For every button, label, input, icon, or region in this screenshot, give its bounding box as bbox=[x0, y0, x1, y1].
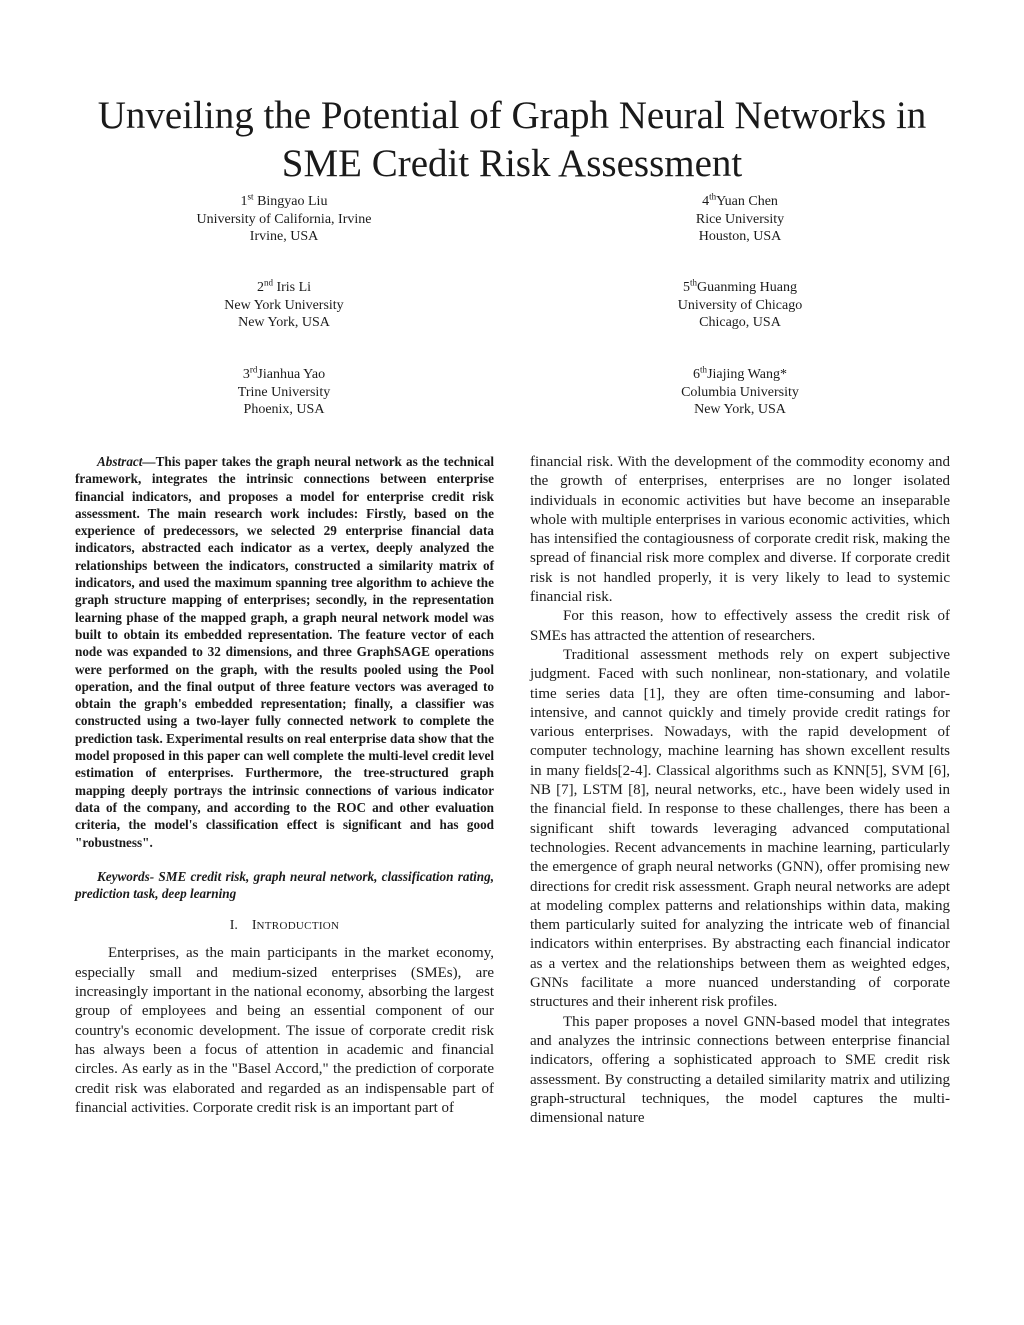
abstract bbox=[75, 453, 494, 851]
paper-title bbox=[0, 92, 1024, 188]
intro-paragraph-3: Traditional assessment methods rely on expert subjective judgment. Faced with such nonlinear, non-stationary, and volatile time series data [1], they are often time-consuming and labor-intensive, and cannot quickly and timely provide credit ratings for various enterprises. Nowadays, with the rapid development of computer technology, machine learning has shown excellent results in many fields[2-4]. Classical algorithms such as KNN[5], SVM [6], NB [7], LSTM [8], neural networks, etc., have been widely used in the financial field. In response to these challenges, there has been a significant shift towards leveraging advanced computational technologies. Recent advancements in machine learning, particularly the emergence of graph neural networks (GNN), offer promising new directions for credit risk assessment. Graph neural networks are adept at modeling complex patterns and relationships within data, making them particularly suited for analyzing the intricate web of financial indicators within enterprises. By abstracting each financial indicator as a vertex and the relationships between them as weighted edges, GNNs facilitate a more nuanced understanding of corporate structures and their inherent risk profiles. bbox=[530, 646, 950, 1011]
abstract-label: Abstract— bbox=[97, 454, 156, 469]
abstract-text: This paper takes the graph neural network as the technical framework, integrates the intrinsic connections between enterprise financial indicators, and proposes a model for enterprise credit risk assessment. The main research work includes: Firstly, based on the experience of predecessors, we selected 29 enterprise financial data indicators, abstracted each indicator as a vertex, deeply analyzed the relationships between the indicators, constructed a similarity matrix of indicators, and used the maximum spanning tree algorithm to achieve the graph structure mapping of enterprises; secondly, in the representation learning phase of the mapped graph, a graph neural network model was built to obtain its embedded representation. The feature vector of each node was expanded to 32 dimensions, and three GraphSAGE operations were performed on the graph, with the results pooled using the Pool operation, and the final output of three feature vectors was averaged to obtain the graph's embedded representation; finally, a classifier was constructed using a two-layer fully connected network to complete the prediction task. Experimental results on real enterprise data show that the model proposed in this paper can well complete the multi-level credit level estimation of enterprises. Furthermore, the tree-structured graph mapping deeply portrays the intrinsic connections of various indicator data of the company, and according to the ROC and other evaluation criteria, the model's classification effect is significant and has good "robustness". bbox=[75, 454, 494, 850]
author-1: 1st Bingyao Liu University of California, Irvine Irvine, USA bbox=[134, 193, 434, 246]
intro-paragraph-1: Enterprises, as the main participants in the market economy, especially small and medium-sized enterprises (SMEs), are increasingly important in the national economy, absorbing the largest group of employees and being an essential component of our country's economic development. The issue of corporate credit risk has always been a focus of attention in academic and financial circles. As early as in the "Basel Accord," the prediction of corporate credit risk was elaborated and regarded as an indispensable part of financial activities. Corporate credit risk is an important part of bbox=[75, 945, 494, 1116]
keywords: Keywords- SME credit risk, graph neural network, classification rating, prediction task, deep learning bbox=[75, 868, 494, 902]
author-3: 3rdJianhua Yao Trine University Phoenix, USA bbox=[134, 366, 434, 419]
author-location: New York, USA bbox=[694, 402, 786, 417]
author-location: Chicago, USA bbox=[699, 315, 781, 330]
section-title-initial: I bbox=[251, 918, 257, 934]
author-affiliation: University of California, Irvine bbox=[196, 211, 372, 227]
right-column bbox=[530, 453, 950, 1128]
author-affiliation: Trine University bbox=[237, 384, 331, 400]
author-location: Houston, USA bbox=[698, 229, 782, 244]
author-affiliation: Rice University bbox=[695, 211, 785, 227]
author-affiliation: University of Chicago bbox=[677, 297, 803, 313]
intro-paragraph-2: For this reason, how to effectively assess the credit risk of SMEs has attracted the attention of researchers. bbox=[530, 608, 950, 644]
author-2: 2nd Iris Li New York University New York, USA bbox=[134, 279, 434, 332]
left-column bbox=[75, 453, 494, 1118]
author-location: Phoenix, USA bbox=[243, 402, 325, 417]
intro-paragraph-continuation: financial risk. With the development of the commodity economy and the growth of enterprises, enterprises are no longer isolated individuals in economic activities but have become an inseparable whole with multiple enterprises in various economic activities, which has intensified the contagiousness of corporate credit risk, making the spread of financial risk more complex and diverse. If corporate credit risk is not handled properly, it is very likely to lead to systemic financial risk. bbox=[530, 454, 950, 606]
author-5: 5thGuanming Huang University of Chicago Chicago, USA bbox=[590, 279, 890, 332]
author-4: 4thYuan Chen Rice University Houston, USA bbox=[590, 193, 890, 246]
paper-title-line-1: Unveiling the Potential of Graph Neural Networks in bbox=[97, 94, 927, 137]
author-block bbox=[0, 193, 1024, 423]
intro-paragraph-4: This paper proposes a novel GNN-based model that integrates and analyzes the intrinsic connections between enterprise financial indicators, offering a sophisticated approach to SME credit risk assessment. By constructing a detailed similarity matrix and utilizing graph-structural techniques, the model captures the multi-dimensional nature bbox=[530, 1013, 950, 1127]
paper-title-line-2: SME Credit Risk Assessment bbox=[281, 142, 743, 185]
section-title-rest: NTRODUCTION bbox=[256, 920, 340, 933]
author-affiliation: New York University bbox=[224, 297, 344, 313]
section-heading-introduction bbox=[75, 917, 494, 935]
section-number: I. bbox=[229, 918, 238, 934]
author-location: Irvine, USA bbox=[249, 229, 319, 244]
author-affiliation: Columbia University bbox=[681, 384, 799, 400]
author-location: New York, USA bbox=[238, 315, 330, 330]
author-6: 6thJiajing Wang* Columbia University New York, USA bbox=[590, 366, 890, 419]
